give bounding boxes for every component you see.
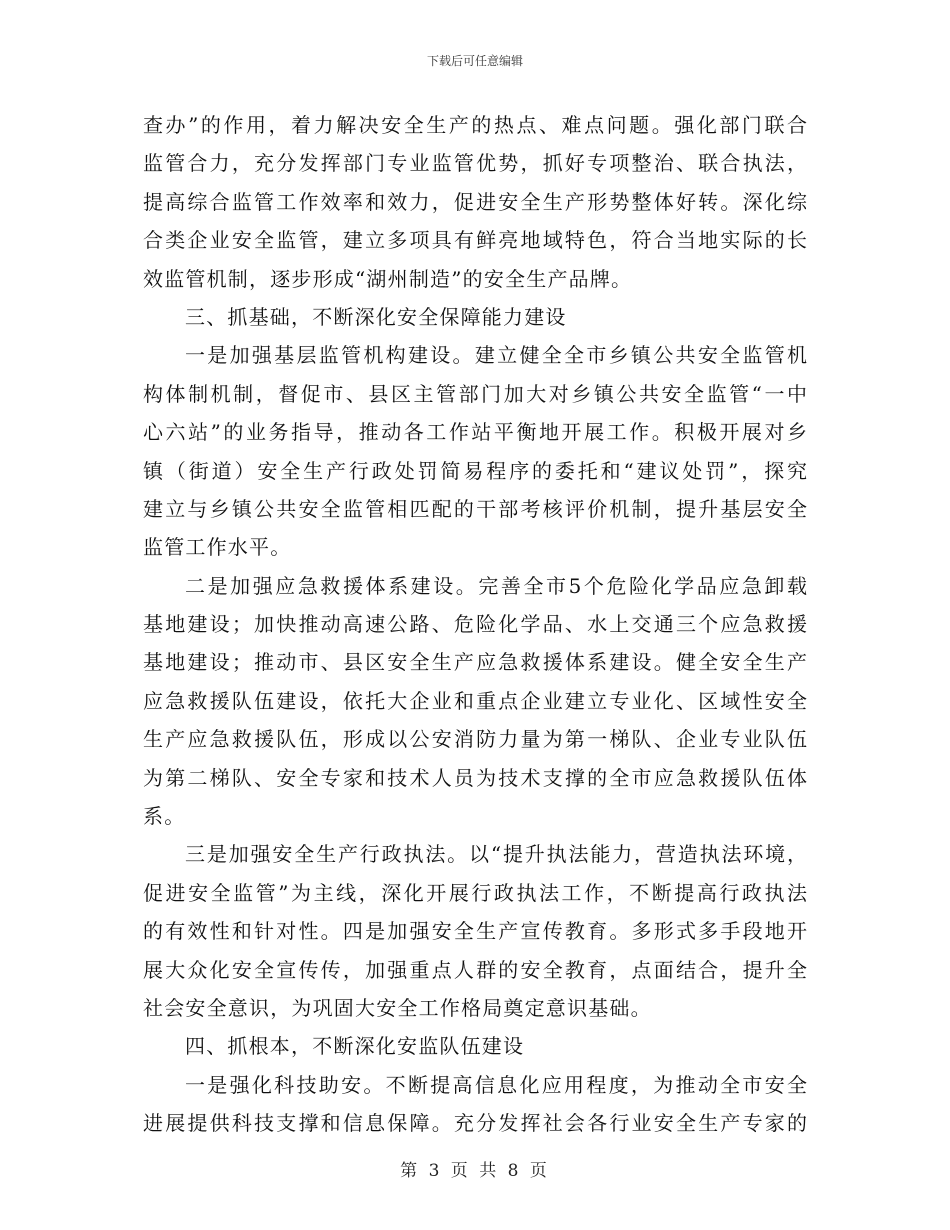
text-line: 促进安全监管”为主线，深化开展行政执法工作，不断提高行政执法 [143, 880, 807, 905]
text-line: 为第二梯队、安全专家和技术人员为技术支撑的全市应急救援队伍体 [143, 765, 807, 790]
text-line: 基地建设；推动市、县区安全生产应急救援体系建设。健全安全生产 [143, 650, 807, 675]
text-line: 查办”的作用，着力解决安全生产的热点、难点问题。强化部门联合 [143, 113, 807, 137]
page-header: 下载后可任意编辑 [426, 54, 523, 68]
text-line: 合类企业安全监管，建立多项具有鲜亮地域特色，符合当地实际的长 [143, 228, 807, 253]
text-line: 心六站”的业务指导，推动各工作站平衡地开展工作。积极开展对乡 [143, 420, 807, 445]
text-line: 生产应急救援队伍，形成以公安消防力量为第一梯队、企业专业队伍 [143, 727, 807, 752]
text-line: 基地建设；加快推动高速公路、危险化学品、水上交通三个应急救援 [143, 612, 807, 637]
section-heading: 四、抓根本，不断深化安监队伍建设 [185, 1034, 525, 1059]
text-line: 构体制机制，督促市、县区主管部门加大对乡镇公共安全监管“一中 [143, 381, 807, 406]
paragraph-first-line: 二是加强应急救援体系建设。完善全市5个危险化学品应急卸载 [185, 573, 807, 598]
text-line: 提高综合监管工作效率和效力，促进安全生产形势整体好转。深化综 [143, 189, 807, 214]
document-body [143, 106, 807, 1143]
text-line: 系。 [143, 804, 186, 829]
text-line: 镇（街道）安全生产行政处罚简易程序的委托和“建议处罚”，探究 [143, 458, 807, 483]
text-line: 监管合力，充分发挥部门专业监管优势，抓好专项整治、联合执法， [143, 151, 807, 176]
text-line: 监管工作水平。 [143, 535, 292, 560]
section-heading: 三、抓基础，不断深化安全保障能力建设 [185, 304, 567, 329]
text-line: 建立与乡镇公共安全监管相匹配的干部考核评价机制，提升基层安全 [143, 496, 807, 521]
paragraph-first-line: 一是强化科技助安。不断提高信息化应用程度，为推动全市安全 [185, 1072, 807, 1097]
page-footer: 第 3 页 共 8 页 [400, 1161, 550, 1181]
text-line: 进展提供科技支撑和信息保障。充分发挥社会各行业安全生产专家的 [143, 1111, 807, 1136]
text-line: 效监管机制，逐步形成“湖州制造”的安全生产品牌。 [143, 266, 633, 291]
paragraph-first-line: 一是加强基层监管机构建设。建立健全全市乡镇公共安全监管机 [185, 343, 807, 368]
paragraph-first-line: 三是加强安全生产行政执法。以“提升执法能力，营造执法环境， [185, 842, 807, 867]
text-line: 应急救援队伍建设，依托大企业和重点企业建立专业化、区域性安全 [143, 688, 807, 713]
text-line: 展大众化安全宣传传，加强重点人群的安全教育，点面结合，提升全 [143, 957, 807, 982]
text-line: 的有效性和针对性。四是加强安全生产宣传教育。多形式多手段地开 [143, 919, 807, 944]
text-line: 社会安全意识，为巩固大安全工作格局奠定意识基础。 [143, 995, 652, 1020]
